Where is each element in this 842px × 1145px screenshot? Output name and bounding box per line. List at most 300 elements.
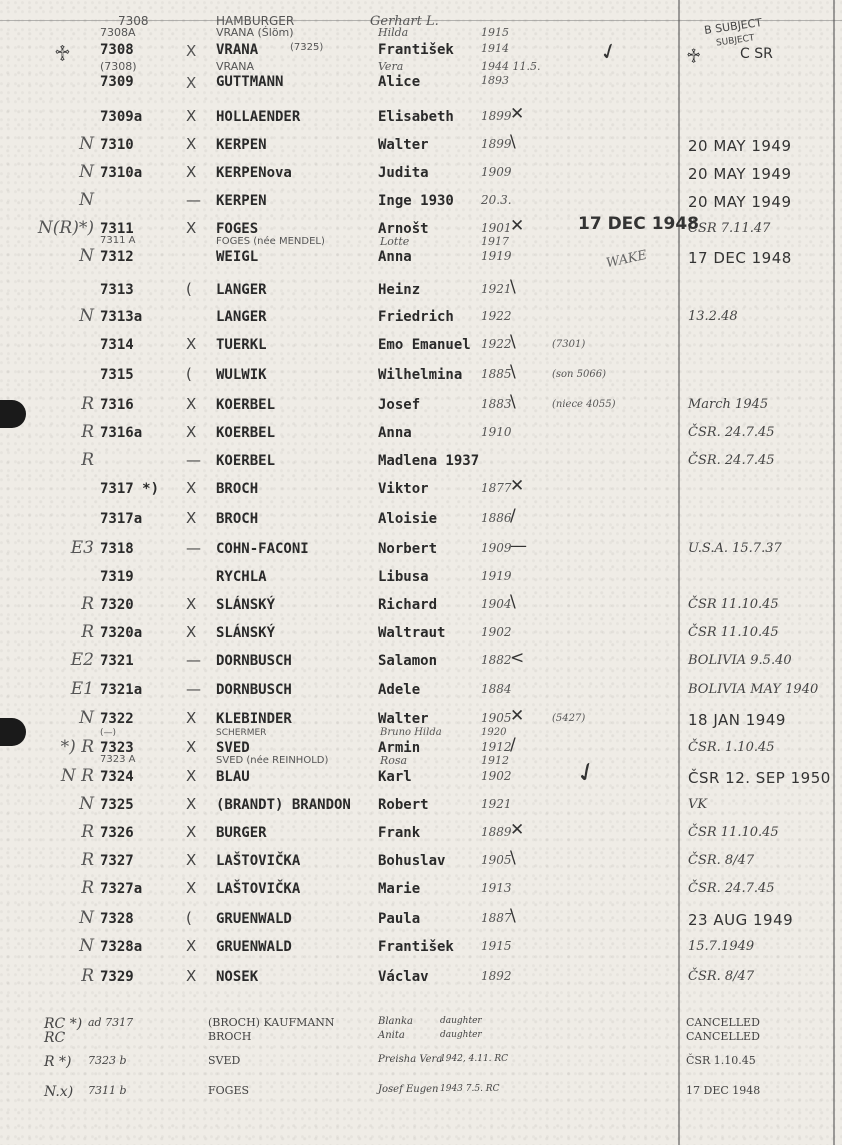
footer-relation: daughter xyxy=(440,1030,482,1040)
register-row xyxy=(0,904,842,932)
deceased-mark: X xyxy=(186,335,197,353)
top-entry-year: 1915 xyxy=(481,26,509,39)
entry-number: 7311 xyxy=(100,221,134,237)
deceased-mark: X xyxy=(186,823,197,841)
entry-number: 7310a xyxy=(100,165,143,181)
remark: 17 DEC 1948 xyxy=(688,249,792,267)
remark: VK xyxy=(688,797,708,812)
deceased-mark: X xyxy=(186,423,197,441)
birth-year: 1899 xyxy=(481,109,512,123)
entry-number: 7322 xyxy=(100,711,134,727)
sub-number-7322: (—) xyxy=(100,728,117,738)
register-row xyxy=(0,330,842,358)
deceased-mark: X xyxy=(186,135,197,153)
check-mark: \ xyxy=(510,848,516,868)
entry-number: 7310 xyxy=(100,137,134,153)
status-mark: N xyxy=(79,936,94,956)
footer-relation: daughter xyxy=(440,1016,482,1026)
surname: BLAU xyxy=(216,769,250,785)
sub-first-7323a: Rosa xyxy=(380,754,408,767)
entry-number: 7313 xyxy=(100,282,134,298)
sub-number-7323a: 7323 A xyxy=(100,754,136,765)
birth-year: 1912 xyxy=(481,740,512,754)
check-mark: \ xyxy=(510,362,516,382)
surname: DORNBUSCH xyxy=(216,653,292,669)
first-name: Anna xyxy=(378,425,412,441)
status-mark: E3 xyxy=(70,538,94,558)
register-row xyxy=(0,390,842,418)
status-mark: E1 xyxy=(70,679,94,699)
deceased-mark: X xyxy=(186,937,197,955)
status-mark: N xyxy=(79,190,94,210)
first-name: Karl xyxy=(378,769,412,785)
register-row xyxy=(0,102,842,130)
remark: 18 JAN 1949 xyxy=(688,711,786,729)
register-row xyxy=(0,818,842,846)
birth-year: 1887 xyxy=(481,911,512,925)
header-number: 7308 xyxy=(118,14,149,28)
remark: 20 MAY 1949 xyxy=(688,137,792,155)
cross-reference: (son 5066) xyxy=(552,369,607,380)
check-mark: \ xyxy=(510,277,516,297)
register-row xyxy=(0,562,842,590)
first-name: Heinz xyxy=(378,282,421,298)
status-mark: R xyxy=(81,422,94,442)
entry-number: 7309a xyxy=(100,109,143,125)
surname: KOERBEL xyxy=(216,453,276,469)
cross-reference: (7301) xyxy=(552,339,586,350)
entry-number: 7320 xyxy=(100,597,134,613)
register-row xyxy=(0,130,842,158)
remark: March 1945 xyxy=(688,397,769,412)
top-entry-surname: VRANA xyxy=(216,60,255,73)
status-mark: N R xyxy=(60,766,94,786)
deceased-mark: X xyxy=(186,879,197,897)
check-mark: / xyxy=(510,735,516,755)
register-row xyxy=(0,446,842,474)
first-name: Aloisie xyxy=(378,511,438,527)
surname: FOGES xyxy=(216,221,259,237)
entry-number: 7320a xyxy=(100,625,143,641)
register-row xyxy=(0,242,842,270)
check-mark: ✕ xyxy=(510,476,525,496)
birth-year: 1919 xyxy=(481,569,512,583)
birth-year: 1904 xyxy=(481,597,512,611)
register-row xyxy=(0,302,842,330)
first-name: Robert xyxy=(378,797,429,813)
birth-year: 1877 xyxy=(481,481,512,495)
remark: ČSR 11.10.45 xyxy=(688,625,779,640)
birth-year: 20.3. xyxy=(481,193,512,207)
birth-year: 1889 xyxy=(481,825,512,839)
entry-number: 7316a xyxy=(100,425,143,441)
surname: KOERBEL xyxy=(216,425,276,441)
register-row xyxy=(0,675,842,703)
surname: LANGER xyxy=(216,282,267,298)
deceased-mark: X xyxy=(186,795,197,813)
entry-number: 7323 xyxy=(100,740,134,756)
remark: 13.2.48 xyxy=(688,309,738,324)
birth-year: 1910 xyxy=(481,425,512,439)
register-row xyxy=(0,275,842,303)
first-name: Emo Emanuel xyxy=(378,337,471,353)
status-mark: N xyxy=(79,134,94,154)
deceased-mark: X xyxy=(186,509,197,527)
remark: ČSR. 1.10.45 xyxy=(688,740,775,755)
remark: 20 MAY 1949 xyxy=(688,193,792,211)
check-mark: < xyxy=(510,648,525,668)
surname: KERPEN xyxy=(216,193,267,209)
entry-number: 7326 xyxy=(100,825,134,841)
header-surname: HAMBURGER xyxy=(216,14,295,28)
check-mark: \ xyxy=(510,592,516,612)
status-mark: N xyxy=(79,908,94,928)
footer-remark: CANCELLED xyxy=(686,1030,760,1043)
footer-relation: 1942, 4.11. RC xyxy=(440,1054,509,1064)
deceased-mark: — xyxy=(186,539,201,557)
cross-icon: ♱ xyxy=(686,44,702,68)
first-name: Madlena 1937 xyxy=(378,453,480,469)
footer-first-name: Blanka xyxy=(378,1016,413,1027)
footer-mark: R *) xyxy=(44,1054,72,1070)
top-entry-mark: X xyxy=(186,74,197,92)
birth-year: 1892 xyxy=(481,969,512,983)
sub-surname-7311a: FOGES (née MENDEL) xyxy=(216,236,325,247)
birth-year: 1922 xyxy=(481,337,512,351)
top-entry-year: 1914 xyxy=(481,42,509,55)
footer-relation: 1943 7.5. RC xyxy=(440,1084,500,1094)
top-entry-mark: X xyxy=(186,42,197,60)
top-entry-surname-note: (7325) xyxy=(290,42,324,53)
deceased-mark: X xyxy=(186,595,197,613)
deceased-mark: X xyxy=(186,709,197,727)
deceased-mark: X xyxy=(186,163,197,181)
surname: KLEBINDER xyxy=(216,711,292,727)
top-entry-surname: VRANA xyxy=(216,42,259,58)
remark: BOLIVIA 9.5.40 xyxy=(688,653,792,668)
status-mark: R xyxy=(81,394,94,414)
surname: RYCHLA xyxy=(216,569,267,585)
surname: COHN-FACONI xyxy=(216,541,309,557)
first-name: Bohuslav xyxy=(378,853,446,869)
status-mark: R xyxy=(81,622,94,642)
remark: ČSR 7.11.47 xyxy=(688,221,771,236)
remark: 20 MAY 1949 xyxy=(688,165,792,183)
surname: (BRANDT) BRANDON xyxy=(216,797,351,813)
entry-number: 7314 xyxy=(100,337,134,353)
footer-surname: SVED xyxy=(208,1054,241,1067)
register-row xyxy=(0,932,842,960)
top-entry-first-name: František xyxy=(378,42,454,58)
birth-year: 1901 xyxy=(481,221,512,235)
deceased-mark: X xyxy=(186,767,197,785)
entry-number: 7325 xyxy=(100,797,134,813)
deceased-mark: X xyxy=(186,851,197,869)
remark: ČSR 11.10.45 xyxy=(688,825,779,840)
sub-year-7311a: 1917 xyxy=(481,235,509,248)
cross-reference: (5427) xyxy=(552,713,586,724)
status-mark: N xyxy=(79,306,94,326)
status-mark: R xyxy=(81,850,94,870)
first-name: Salamon xyxy=(378,653,438,669)
first-name: Libusa xyxy=(378,569,429,585)
deceased-mark: ( xyxy=(186,280,192,298)
top-entry-year: 1944 11.5. xyxy=(481,60,541,73)
first-name: Walter xyxy=(378,137,429,153)
birth-year: 1922 xyxy=(481,309,512,323)
check-mark-icon: ✓ xyxy=(570,754,604,792)
entry-number: 7313a xyxy=(100,309,143,325)
remark: 15.7.1949 xyxy=(688,939,755,954)
surname: LAŠTOVIČKA xyxy=(216,853,301,869)
footer-surname: (BROCH) KAUFMANN xyxy=(208,1016,335,1029)
first-name: Armin xyxy=(378,740,421,756)
deceased-mark: X xyxy=(186,479,197,497)
entry-number: 7321a xyxy=(100,682,143,698)
subject-stamp: B SUBJECT xyxy=(703,16,763,37)
check-mark: \ xyxy=(510,132,516,152)
first-name: František xyxy=(378,939,454,955)
first-name: Adele xyxy=(378,682,421,698)
status-mark: N xyxy=(79,246,94,266)
surname: KERPENova xyxy=(216,165,292,181)
sub-surname-7323a: SVED (née REINHOLD) xyxy=(216,755,329,766)
surname: BURGER xyxy=(216,825,267,841)
birth-year: 1921 xyxy=(481,282,512,296)
birth-year: 1885 xyxy=(481,367,512,381)
register-row xyxy=(0,874,842,902)
first-name: Arnošt xyxy=(378,221,429,237)
status-mark: N(R)*) xyxy=(37,218,94,238)
check-mark: ✕ xyxy=(510,104,525,124)
entry-number: 7328 xyxy=(100,911,134,927)
deceased-mark: X xyxy=(186,967,197,985)
register-row xyxy=(0,158,842,186)
footer-reference: ad 7317 xyxy=(88,1016,134,1029)
top-entry-number: 7308A xyxy=(100,26,136,39)
surname: DORNBUSCH xyxy=(216,682,292,698)
status-mark: *) R xyxy=(60,737,94,757)
entry-number: 7329 xyxy=(100,969,134,985)
register-row xyxy=(0,618,842,646)
subject-stamp-second: SUBJECT xyxy=(715,33,756,49)
check-mark: / xyxy=(510,506,516,526)
remark: U.S.A. 15.7.37 xyxy=(688,541,782,556)
birth-year: 1886 xyxy=(481,511,512,525)
footer-first-name: Anita xyxy=(378,1030,405,1041)
surname: LAŠTOVIČKA xyxy=(216,881,301,897)
first-name: Václav xyxy=(378,969,429,985)
footer-surname: FOGES xyxy=(208,1084,250,1097)
remark: ČSR 11.10.45 xyxy=(688,597,779,612)
register-row xyxy=(0,790,842,818)
birth-year: 1899 xyxy=(481,137,512,151)
check-mark: \ xyxy=(510,392,516,412)
top-entry-surname: GUTTMANN xyxy=(216,74,284,90)
birth-year: 1905 xyxy=(481,853,512,867)
birth-year: 1905 xyxy=(481,711,512,725)
surname: LANGER xyxy=(216,309,267,325)
status-mark: N xyxy=(79,162,94,182)
status-mark: R xyxy=(81,966,94,986)
surname: BROCH xyxy=(216,481,259,497)
date-stamp: 17 DEC 1948 xyxy=(578,214,700,234)
footer-remark: 17 DEC 1948 xyxy=(686,1084,761,1097)
status-mark: N xyxy=(79,794,94,814)
top-entry-year: 1893 xyxy=(481,74,509,87)
birth-year: 1921 xyxy=(481,797,512,811)
birth-year: 1884 xyxy=(481,682,512,696)
first-name: Friedrich xyxy=(378,309,454,325)
status-mark: R xyxy=(81,450,94,470)
footer-first-name: Josef Eugen xyxy=(378,1084,439,1095)
entry-number: 7324 xyxy=(100,769,134,785)
check-mark: ✕ xyxy=(510,216,525,236)
footer-mark: N.x) xyxy=(44,1084,74,1100)
deceased-mark: X xyxy=(186,623,197,641)
register-row xyxy=(0,186,842,214)
footer-remark: ČSR 1.10.45 xyxy=(686,1054,756,1067)
register-row xyxy=(0,534,842,562)
register-row xyxy=(0,846,842,874)
footer-surname: BROCH xyxy=(208,1030,252,1043)
deceased-mark: X xyxy=(186,395,197,413)
top-entry-first-name: Alice xyxy=(378,74,421,90)
status-mark: R xyxy=(81,878,94,898)
birth-year: 1902 xyxy=(481,769,512,783)
footer-reference: 7311 b xyxy=(88,1084,127,1097)
handwritten-scrawl: WAKE xyxy=(604,247,649,272)
first-name: Inge 1930 xyxy=(378,193,454,209)
first-name: Norbert xyxy=(378,541,438,557)
first-name: Frank xyxy=(378,825,421,841)
top-entry-number: 7308 xyxy=(100,42,134,58)
register-row xyxy=(0,762,842,790)
deceased-mark: X xyxy=(186,219,197,237)
surname: SLÁNSKÝ xyxy=(216,625,276,641)
entry-number: 7316 xyxy=(100,397,134,413)
surname: NOSEK xyxy=(216,969,259,985)
first-name: Paula xyxy=(378,911,421,927)
cross-reference: (niece 4055) xyxy=(552,399,616,410)
birth-year: 1909 xyxy=(481,165,512,179)
check-mark: \ xyxy=(510,906,516,926)
top-entry-number: 7309 xyxy=(100,74,134,90)
birth-year: 1919 xyxy=(481,249,512,263)
first-name: Josef xyxy=(378,397,421,413)
surname: GRUENWALD xyxy=(216,939,292,955)
birth-year: 1882 xyxy=(481,653,512,667)
top-entry-first-name: Vera xyxy=(378,60,404,73)
register-row xyxy=(0,418,842,446)
birth-year: 1915 xyxy=(481,939,512,953)
entry-number: 7315 xyxy=(100,367,134,383)
remark: ČSR 12. SEP 1950 xyxy=(688,769,831,787)
birth-year: 1909 xyxy=(481,541,512,555)
register-row xyxy=(0,646,842,674)
first-name: Richard xyxy=(378,597,438,613)
first-name: Viktor xyxy=(378,481,429,497)
register-row xyxy=(0,590,842,618)
footer-reference: 7323 b xyxy=(88,1054,127,1067)
sub-year-7323a: 1912 xyxy=(481,754,509,767)
register-row xyxy=(0,962,842,990)
surname: WULWIK xyxy=(216,367,267,383)
check-mark: \ xyxy=(510,332,516,352)
first-name: Waltraut xyxy=(378,625,446,641)
deceased-mark: X xyxy=(186,107,197,125)
footer-remark: CANCELLED xyxy=(686,1016,760,1029)
sub-first-7322: Bruno Hilda xyxy=(380,727,442,738)
csr-stamp: C SR xyxy=(740,46,773,62)
surname: KERPEN xyxy=(216,137,267,153)
deceased-mark: ( xyxy=(186,365,192,383)
first-name: Marie xyxy=(378,881,421,897)
register-row xyxy=(0,504,842,532)
entry-number: 7319 xyxy=(100,569,134,585)
remark: ČSR. 24.7.45 xyxy=(688,453,775,468)
first-name: Judita xyxy=(378,165,429,181)
remark: ČSR. 24.7.45 xyxy=(688,881,775,896)
birth-year: 1883 xyxy=(481,397,512,411)
first-name: Walter xyxy=(378,711,429,727)
check-mark: — xyxy=(510,536,527,556)
entry-number: 7312 xyxy=(100,249,134,265)
cross-icon: ♱ xyxy=(54,42,71,67)
status-mark: N xyxy=(79,708,94,728)
footer-mark: RC xyxy=(44,1030,66,1046)
surname: BROCH xyxy=(216,511,259,527)
header-first: Gerhart L. xyxy=(370,14,439,29)
entry-number: 7327a xyxy=(100,881,143,897)
remark: 23 AUG 1949 xyxy=(688,911,794,929)
check-mark: ✕ xyxy=(510,706,525,726)
check-mark-icon: ✓ xyxy=(596,37,623,68)
surname: KOERBEL xyxy=(216,397,276,413)
surname: HOLLAENDER xyxy=(216,109,301,125)
remark: ČSR. 8/47 xyxy=(688,969,755,984)
deceased-mark: — xyxy=(186,680,201,698)
surname: TUERKL xyxy=(216,337,267,353)
top-entry-first-name: Hilda xyxy=(378,26,409,39)
sub-first-7311a: Lotte xyxy=(380,235,410,248)
status-mark: R xyxy=(81,594,94,614)
birth-year: 1913 xyxy=(481,881,512,895)
entry-number: 7317 *) xyxy=(100,481,160,497)
deceased-mark: — xyxy=(186,191,201,209)
deceased-mark: — xyxy=(186,651,201,669)
deceased-mark: — xyxy=(186,451,201,469)
status-mark: R xyxy=(81,822,94,842)
first-name: Elisabeth xyxy=(378,109,454,125)
entry-number: 7317a xyxy=(100,511,143,527)
sub-year-7322: 1920 xyxy=(481,727,507,738)
top-entry-surname: VRANA (Ślöm) xyxy=(216,26,294,39)
register-row xyxy=(0,360,842,388)
deceased-mark: X xyxy=(186,738,197,756)
first-name: Wilhelmina xyxy=(378,367,463,383)
surname: GRUENWALD xyxy=(216,911,292,927)
remark: BOLIVIA MAY 1940 xyxy=(688,682,819,697)
birth-year: 1902 xyxy=(481,625,512,639)
remark: ČSR. 24.7.45 xyxy=(688,425,775,440)
sub-surname-7322: SCHERMER xyxy=(216,728,267,738)
first-name: Anna xyxy=(378,249,412,265)
deceased-mark: ( xyxy=(186,909,192,927)
surname: SLÁNSKÝ xyxy=(216,597,276,613)
entry-number: 7318 xyxy=(100,541,134,557)
status-mark: E2 xyxy=(70,650,94,670)
